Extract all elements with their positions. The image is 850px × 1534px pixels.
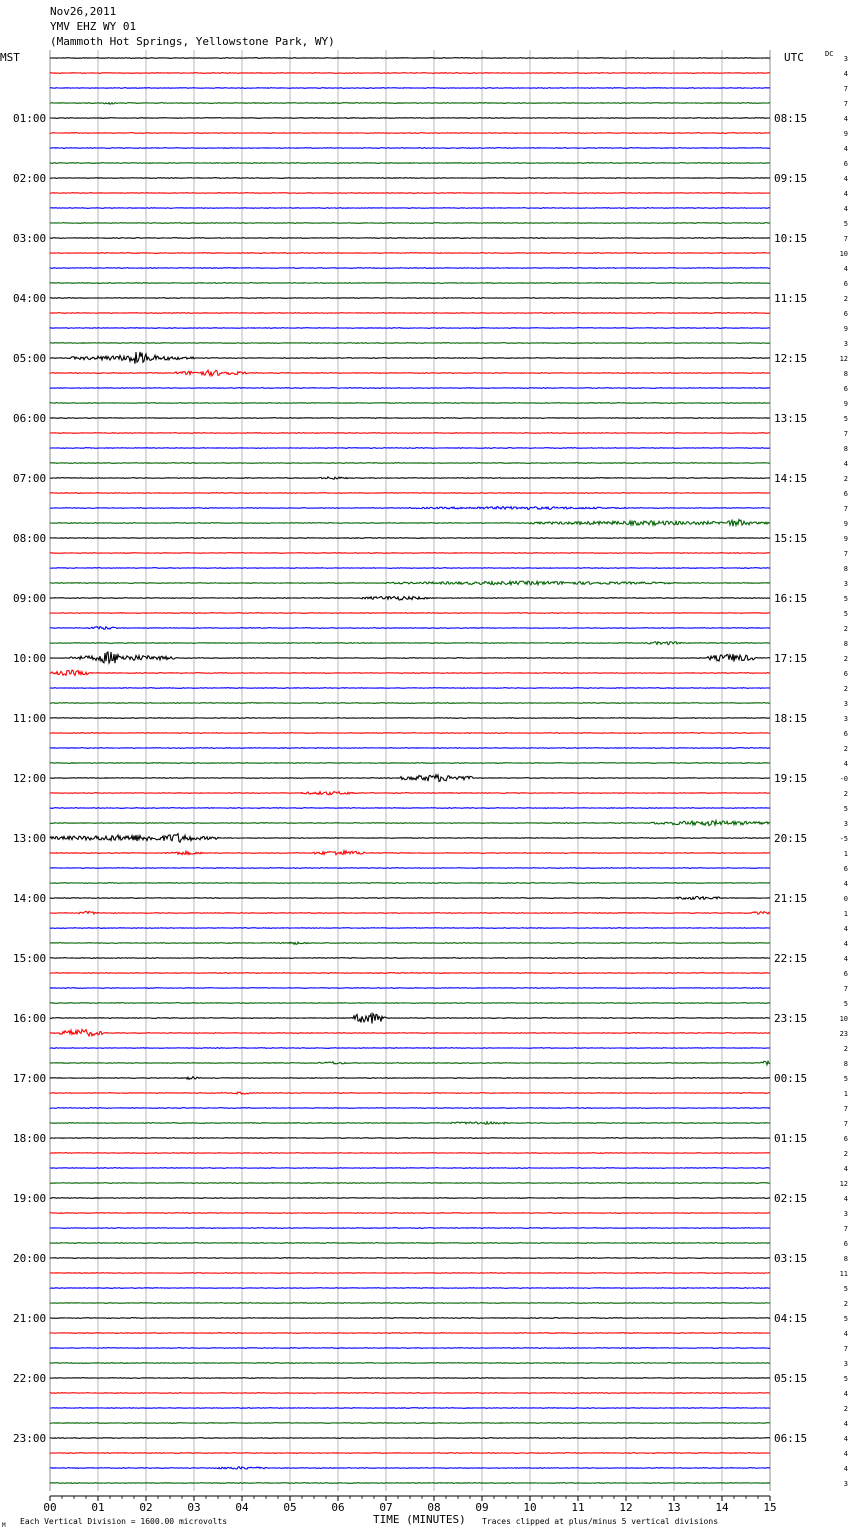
seismic-trace	[50, 163, 770, 164]
dc-offset-label: 6	[843, 1135, 848, 1143]
seismic-trace	[50, 477, 770, 479]
dc-offset-label: 7	[843, 430, 848, 438]
seismic-trace	[50, 1014, 770, 1024]
dc-offset-label: 1	[843, 1090, 848, 1098]
seismic-trace	[50, 1408, 770, 1409]
utc-hour-label: 02:15	[774, 1192, 808, 1205]
utc-hour-label: 01:15	[774, 1132, 808, 1145]
dc-offset-label: 2	[843, 655, 848, 663]
dc-offset-label: 4	[843, 205, 848, 213]
seismic-trace	[50, 688, 770, 689]
seismic-trace	[50, 58, 770, 59]
seismic-trace	[50, 73, 770, 74]
seismic-trace	[50, 283, 770, 284]
seismic-trace	[50, 1288, 770, 1289]
seismic-trace	[50, 597, 770, 600]
dc-offset-label: 7	[843, 100, 848, 108]
mst-hour-label: 03:00	[13, 232, 47, 245]
mst-hour-label: 17:00	[13, 1072, 47, 1085]
dc-offset-label: 0	[843, 895, 848, 903]
utc-hour-label: 13:15	[774, 412, 808, 425]
dc-offset-label: 2	[843, 685, 848, 693]
utc-hour-label: 19:15	[774, 772, 808, 785]
dc-offset-label: 7	[843, 1225, 848, 1233]
dc-offset-label: 8	[843, 445, 848, 453]
dc-offset-label: 4	[843, 70, 848, 78]
dc-offset-label: 4	[843, 175, 848, 183]
seismic-trace	[50, 520, 770, 527]
seismic-trace	[50, 670, 770, 675]
seismic-traces	[50, 58, 770, 1484]
dc-offset-label: 6	[843, 160, 848, 168]
seismic-trace	[50, 538, 770, 539]
dc-offset-label: 6	[843, 865, 848, 873]
dc-offset-label: 7	[843, 505, 848, 513]
utc-hour-label: 06:15	[774, 1432, 808, 1445]
seismic-trace	[50, 1378, 770, 1379]
right-axis-label: UTC	[784, 51, 804, 64]
dc-offset-label: 4	[843, 1195, 848, 1203]
seismic-trace	[50, 973, 770, 974]
dc-offset-label: 8	[843, 370, 848, 378]
x-tick-label: 06	[331, 1501, 345, 1514]
mst-hour-label: 09:00	[13, 592, 47, 605]
dc-offset-label: 6	[843, 490, 848, 498]
seismic-trace	[50, 703, 770, 704]
seismic-trace	[50, 834, 770, 843]
dc-offset-label: 9	[843, 325, 848, 333]
mst-hour-label: 13:00	[13, 832, 47, 845]
seismic-trace	[50, 792, 770, 795]
x-tick-label: 09	[475, 1501, 489, 1514]
seismic-trace	[50, 733, 770, 734]
seismic-trace	[50, 133, 770, 134]
dc-offset-label: 4	[843, 115, 848, 123]
utc-hour-label: 00:15	[774, 1072, 808, 1085]
x-tick-label: 12	[619, 1501, 633, 1514]
mst-hour-label: 14:00	[13, 892, 47, 905]
seismic-trace	[50, 1048, 770, 1049]
seismic-trace	[50, 328, 770, 329]
utc-hour-label: 10:15	[774, 232, 808, 245]
seismic-trace	[50, 313, 770, 314]
seismic-trace	[50, 507, 770, 510]
dc-offset-label: 5	[843, 595, 848, 603]
seismic-trace	[50, 193, 770, 194]
dc-offset-label: 3	[843, 820, 848, 828]
utc-hour-label: 23:15	[774, 1012, 808, 1025]
seismic-trace	[50, 808, 770, 809]
dc-offset-label: 7	[843, 1120, 848, 1128]
seismic-trace	[50, 642, 770, 645]
seismic-trace	[50, 148, 770, 149]
mst-hour-label: 15:00	[13, 952, 47, 965]
dc-offset-label: -0	[839, 775, 848, 783]
seismic-trace	[50, 911, 770, 914]
dc-offset-label: 8	[843, 1060, 848, 1068]
seismic-trace	[50, 223, 770, 224]
dc-offset-label: 6	[843, 310, 848, 318]
dc-offset-label: -5	[839, 835, 848, 843]
dc-offset-label: 2	[843, 1150, 848, 1158]
seismic-trace	[50, 1077, 770, 1080]
seismic-trace	[50, 1483, 770, 1484]
utc-hour-label: 12:15	[774, 352, 808, 365]
seismic-trace	[50, 208, 770, 209]
dc-offset-label: 23	[839, 1030, 848, 1038]
seismic-trace	[50, 748, 770, 749]
dc-offset-label: 9	[843, 520, 848, 528]
seismic-trace	[50, 942, 770, 944]
utc-hour-label: 17:15	[774, 652, 808, 665]
seismic-trace	[50, 613, 770, 614]
dc-offset-label: 5	[843, 1315, 848, 1323]
corner-mark: M	[2, 1522, 6, 1529]
dc-offset-label: 7	[843, 85, 848, 93]
seismic-trace	[50, 103, 770, 105]
x-axis	[43, 1496, 776, 1514]
mst-hour-label: 10:00	[13, 652, 47, 665]
seismic-trace	[50, 1122, 770, 1124]
dc-offset-label: 2	[843, 475, 848, 483]
seismic-trace	[50, 1318, 770, 1319]
dc-offset-label: 5	[843, 1375, 848, 1383]
seismic-trace	[50, 178, 770, 179]
dc-offset-label: 4	[843, 1450, 848, 1458]
seismic-trace	[50, 493, 770, 494]
seismic-trace	[50, 896, 770, 899]
dc-offset-label: 4	[843, 145, 848, 153]
x-tick-label: 13	[667, 1501, 681, 1514]
seismic-trace	[50, 118, 770, 119]
dc-offset-label: 3	[843, 55, 848, 63]
seismic-trace	[50, 775, 770, 782]
seismic-trace	[50, 1092, 770, 1094]
mst-hour-label: 01:00	[13, 112, 47, 125]
x-tick-label: 00	[43, 1501, 57, 1514]
dc-offset-label: 4	[843, 1165, 848, 1173]
x-tick-label: 02	[139, 1501, 153, 1514]
time-gridlines	[50, 50, 770, 1491]
seismic-trace	[50, 928, 770, 929]
mst-hour-label: 16:00	[13, 1012, 47, 1025]
utc-hour-label: 03:15	[774, 1252, 808, 1265]
dc-offset-label: 4	[843, 1435, 848, 1443]
x-tick-label: 03	[187, 1501, 201, 1514]
station-location: (Mammoth Hot Springs, Yellowstone Park, WY)	[50, 35, 335, 48]
seismic-trace	[50, 448, 770, 449]
utc-hour-label: 20:15	[774, 832, 808, 845]
mst-hour-label: 22:00	[13, 1372, 47, 1385]
seismic-trace	[50, 1168, 770, 1169]
dc-offset-label: 5	[843, 1000, 848, 1008]
seismic-trace	[50, 883, 770, 884]
mst-hour-label: 18:00	[13, 1132, 47, 1145]
seismic-trace	[50, 1108, 770, 1109]
utc-hour-label: 18:15	[774, 712, 808, 725]
scale-note: Each Vertical Division = 1600.00 microvolts	[20, 1517, 228, 1526]
dc-offset-label: 4	[843, 460, 848, 468]
dc-offset-label: 9	[843, 400, 848, 408]
clip-note: Traces clipped at plus/minus 5 vertical divisions	[482, 1517, 719, 1526]
seismic-trace	[50, 763, 770, 764]
mst-hour-label: 21:00	[13, 1312, 47, 1325]
dc-offset-label: 4	[843, 940, 848, 948]
mst-hour-label: 12:00	[13, 772, 47, 785]
dc-offset-label: 4	[843, 925, 848, 933]
x-tick-label: 14	[715, 1501, 729, 1514]
seismic-trace	[50, 568, 770, 569]
seismic-trace	[50, 1348, 770, 1349]
seismic-trace	[50, 1153, 770, 1154]
record-date: Nov26,2011	[50, 5, 117, 18]
seismic-trace	[50, 1453, 770, 1454]
x-tick-label: 04	[235, 1501, 249, 1514]
dc-offset-label: 10	[839, 1015, 848, 1023]
dc-offset-label: 1	[843, 850, 848, 858]
dc-offset-label: 4	[843, 1465, 848, 1473]
dc-offset-label: 8	[843, 640, 848, 648]
seismic-trace	[50, 821, 770, 826]
utc-hour-labels	[774, 112, 807, 1445]
seismic-trace	[50, 1213, 770, 1214]
dc-offset-label: 4	[843, 1330, 848, 1338]
x-tick-label: 08	[427, 1501, 441, 1514]
dc-offset-label: 2	[843, 295, 848, 303]
left-axis-label: MST	[0, 51, 20, 64]
utc-hour-label: 21:15	[774, 892, 808, 905]
dc-offset-label: 4	[843, 190, 848, 198]
dc-offset-labels	[840, 55, 848, 1488]
dc-offset-label: 7	[843, 235, 848, 243]
seismic-trace	[50, 1363, 770, 1364]
mst-hour-label: 06:00	[13, 412, 47, 425]
utc-hour-label: 11:15	[774, 292, 808, 305]
dc-offset-label: 6	[843, 730, 848, 738]
dc-offset-label: 6	[843, 280, 848, 288]
seismic-trace	[50, 88, 770, 89]
dc-offset-label: 5	[843, 220, 848, 228]
dc-offset-label: 2	[843, 1405, 848, 1413]
dc-offset-label: 3	[843, 700, 848, 708]
dc-offset-label: 5	[843, 805, 848, 813]
seismic-trace	[50, 1243, 770, 1244]
dc-offset-label: 3	[843, 1360, 848, 1368]
x-tick-label: 05	[283, 1501, 297, 1514]
dc-offset-label: 10	[839, 250, 848, 258]
seismic-trace	[50, 652, 770, 663]
dc-offset-label: 12	[839, 1180, 848, 1188]
utc-hour-label: 16:15	[774, 592, 808, 605]
dc-offset-label: 2	[843, 1045, 848, 1053]
seismic-trace	[50, 988, 770, 989]
seismic-trace	[50, 1003, 770, 1004]
dc-offset-label: 5	[843, 415, 848, 423]
dc-offset-label: 6	[843, 970, 848, 978]
seismic-trace	[50, 1228, 770, 1229]
seismic-trace	[50, 352, 770, 364]
x-tick-label: 15	[763, 1501, 777, 1514]
seismic-trace	[50, 627, 770, 630]
mst-hour-labels	[13, 112, 46, 1445]
seismic-trace	[50, 418, 770, 419]
dc-offset-label: 3	[843, 340, 848, 348]
dc-offset-label: 4	[843, 1420, 848, 1428]
dc-offset-label: 9	[843, 535, 848, 543]
mst-hour-label: 20:00	[13, 1252, 47, 1265]
seismic-trace	[50, 1138, 770, 1139]
seismic-trace	[50, 1423, 770, 1424]
dc-offset-label: 4	[843, 1390, 848, 1398]
x-tick-label: 01	[91, 1501, 105, 1514]
x-axis-title: TIME (MINUTES)	[373, 1513, 466, 1526]
dc-offset-label: 3	[843, 1210, 848, 1218]
dc-offset-label: 7	[843, 985, 848, 993]
seismic-trace	[50, 253, 770, 254]
dc-offset-label: 1	[843, 910, 848, 918]
seismic-trace	[50, 1029, 770, 1036]
dc-offset-label: 8	[843, 1255, 848, 1263]
mst-hour-label: 23:00	[13, 1432, 47, 1445]
seismic-trace	[50, 1258, 770, 1259]
dc-offset-label: 3	[843, 1480, 848, 1488]
seismic-trace	[50, 298, 770, 299]
dc-column-label: DC	[825, 50, 834, 58]
seismic-trace	[50, 238, 770, 239]
seismic-trace	[50, 343, 770, 344]
dc-offset-label: 6	[843, 1240, 848, 1248]
x-tick-label: 10	[523, 1501, 537, 1514]
dc-offset-label: 7	[843, 1105, 848, 1113]
dc-offset-label: 2	[843, 625, 848, 633]
seismic-trace	[50, 1061, 770, 1065]
utc-hour-label: 04:15	[774, 1312, 808, 1325]
dc-offset-label: 5	[843, 1285, 848, 1293]
utc-hour-label: 22:15	[774, 952, 808, 965]
dc-offset-label: 2	[843, 745, 848, 753]
dc-offset-label: 6	[843, 385, 848, 393]
utc-hour-label: 15:15	[774, 532, 808, 545]
dc-offset-label: 2	[843, 1300, 848, 1308]
dc-offset-label: 4	[843, 265, 848, 273]
dc-offset-label: 8	[843, 565, 848, 573]
dc-offset-label: 4	[843, 955, 848, 963]
seismic-trace	[50, 1303, 770, 1304]
seismic-trace	[50, 1183, 770, 1184]
seismic-trace	[50, 388, 770, 389]
seismic-trace	[50, 581, 770, 585]
seismic-trace	[50, 553, 770, 554]
mst-hour-label: 08:00	[13, 532, 47, 545]
dc-offset-label: 5	[843, 1075, 848, 1083]
mst-hour-label: 02:00	[13, 172, 47, 185]
dc-offset-label: 7	[843, 1345, 848, 1353]
dc-offset-label: 4	[843, 760, 848, 768]
seismic-trace	[50, 718, 770, 719]
seismic-trace	[50, 1438, 770, 1439]
dc-offset-label: 7	[843, 550, 848, 558]
mst-hour-label: 11:00	[13, 712, 47, 725]
dc-offset-label: 3	[843, 715, 848, 723]
mst-hour-label: 04:00	[13, 292, 47, 305]
seismic-trace	[50, 1273, 770, 1274]
utc-hour-label: 05:15	[774, 1372, 808, 1385]
dc-offset-label: 9	[843, 130, 848, 138]
mst-hour-label: 05:00	[13, 352, 47, 365]
utc-hour-label: 09:15	[774, 172, 808, 185]
x-tick-label: 11	[571, 1501, 585, 1514]
dc-offset-label: 2	[843, 790, 848, 798]
station-code: YMV EHZ WY 01	[50, 20, 137, 33]
dc-offset-label: 11	[839, 1270, 848, 1278]
dc-offset-label: 5	[843, 610, 848, 618]
seismic-trace	[50, 463, 770, 464]
seismic-trace	[50, 1333, 770, 1334]
seismic-trace	[50, 868, 770, 869]
seismic-trace	[50, 403, 770, 404]
seismic-trace	[50, 268, 770, 269]
mst-hour-label: 07:00	[13, 472, 47, 485]
x-tick-label: 07	[379, 1501, 393, 1514]
utc-hour-label: 08:15	[774, 112, 808, 125]
dc-offset-label: 12	[839, 355, 848, 363]
seismic-trace	[50, 1467, 770, 1469]
mst-hour-label: 19:00	[13, 1192, 47, 1205]
seismic-trace	[50, 958, 770, 959]
seismic-trace	[50, 1198, 770, 1199]
dc-offset-label: 6	[843, 670, 848, 678]
seismic-trace	[50, 1393, 770, 1394]
seismic-trace	[50, 433, 770, 434]
dc-offset-label: 4	[843, 880, 848, 888]
seismic-trace	[50, 370, 770, 376]
seismic-trace	[50, 851, 770, 855]
dc-offset-label: 3	[843, 580, 848, 588]
utc-hour-label: 14:15	[774, 472, 808, 485]
